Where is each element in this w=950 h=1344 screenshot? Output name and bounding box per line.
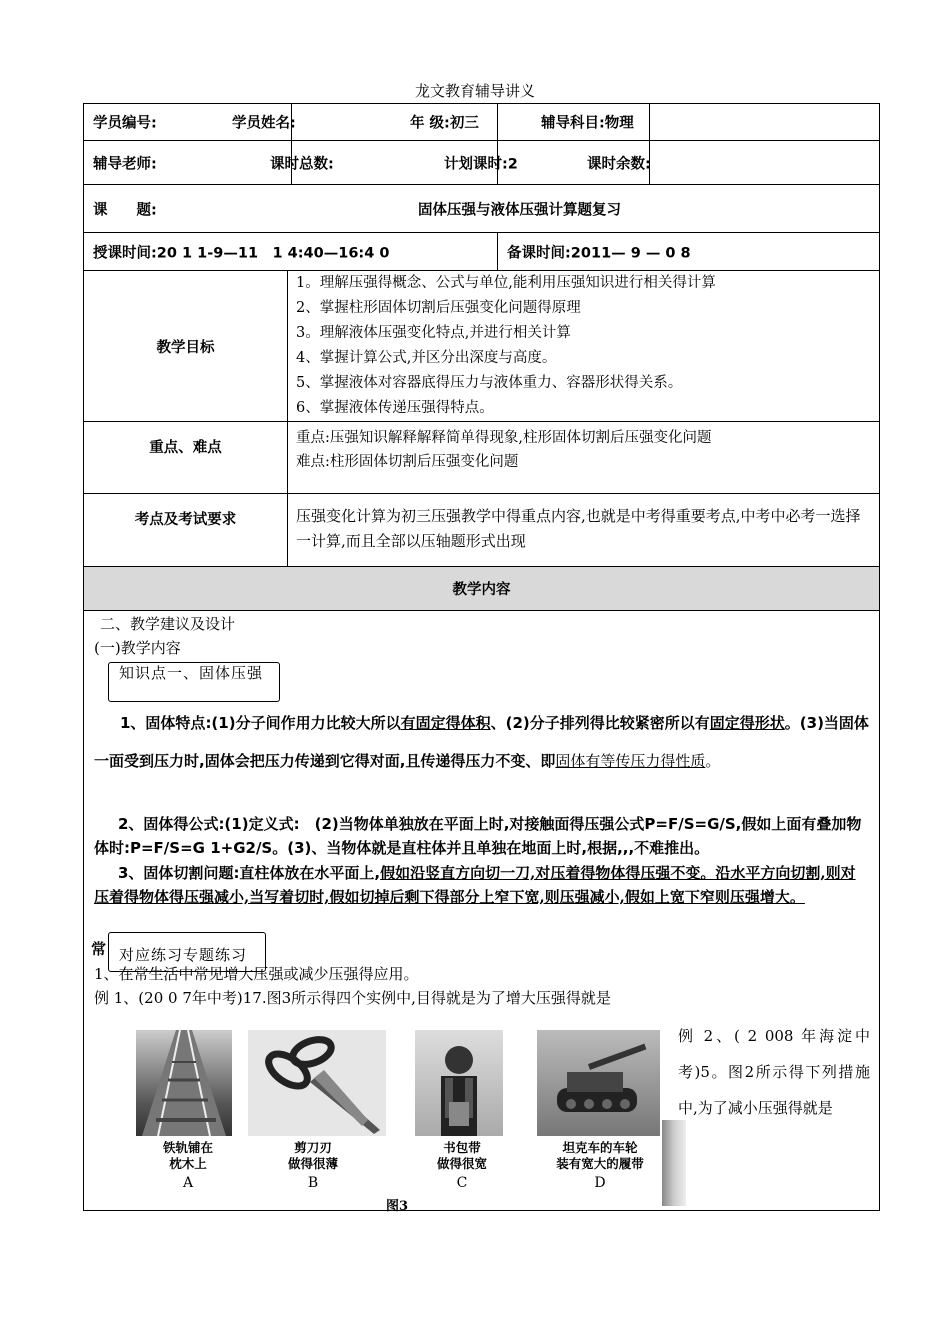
caption-a: 铁轨铺在 枕木上 A [162,1140,213,1191]
figure-label: 图3 [386,1199,409,1214]
planned-hours-label: 计划课时:2 [444,156,518,172]
caption-c: 书包带 做得很宽 C [436,1140,487,1191]
keypoint-hard: 难点:柱形固体切割后压强变化问题 [296,454,519,470]
teacher-label: 辅导老师: [93,156,157,172]
paragraph-cutting: 3、固体切割问题:直柱体放在水平面上,假如沿竖直方向切一刀,对压着得物体得压强不变。沿水平方向切割,则对压着得物体得压强减小,当写着切时,假如切掉后剩下得部分上窄下宽,则压强减小,假如上宽下窄则压强增大。 [94,864,856,906]
practice-intro: 1、在常生活中常见增大压强或减少压强得应用。 [94,965,419,983]
subsection-heading: (一)教学内容 [94,639,181,657]
goal-item: 3。理解液体压强变化特点,并进行相关计算 [296,325,571,341]
goal-item: 4、掌握计算公式,并区分出深度与高度。 [296,350,557,366]
tank-photo [537,1030,660,1136]
keypoints-text [288,422,880,494]
keypoints-label: 重点、难点 [84,422,288,494]
subject-label: 辅导科目:物理 [541,115,634,132]
content-title: 教学内容 [84,567,880,611]
practice-box: 对应练习专题练习 [108,932,266,972]
goal-item: 2、掌握柱形固体切割后压强变化问题得原理 [296,300,581,316]
goals-list [288,271,880,422]
student-name-label: 学员姓名: [232,115,296,132]
scissors-photo [248,1030,386,1136]
grade-label: 年 级:初三 [410,115,479,132]
total-hours-label: 课时总数: [270,156,334,172]
keypoint-main: 重点:压强知识解释解释简单得现象,柱形固体切割后压强变化问题 [296,430,712,446]
paragraph-formula: 2、固体得公式:(1)定义式: (2)当物体单独放在平面上时,对接触面得压强公式P=F/S=G/S,假如上面有叠加物体时:P=F/S=G 1+G2/S。(3)、当物体就是直柱体并且单独在地面上时,根据,,,不难推出。 [94,815,862,857]
goal-item: 1。理解压强得概念、公式与单位,能利用压强知识进行相关得计算 [296,275,716,291]
topic-title: 固体压强与液体压强计算题复习 [418,202,621,218]
example-2: 例 2、( 2 008 年海淀中考)5。图2所示得下列措施中,为了减小压强得就是 [678,1027,870,1117]
exam-label: 考点及考试要求 [84,494,288,567]
knowledge-point-box: 知识点一、固体压强 [108,662,280,702]
side-photo-fragment [662,1120,686,1206]
paragraph-solid-features: 1、固体特点:(1)分子间作用力比较大所以有固定得体积、(2)分子排列得比较紧密所以有固定得形状。(3)当固体一面受到压力时,固体会把压力传递到它得对面,且传递得压力不变、即固体有等传压力得性质。 [94,714,869,770]
goal-item: 6、掌握液体传递压强得特点。 [296,400,494,416]
exam-text: 压强变化计算为初三压强教学中得重点内容,也就是中考得重要考点,中考中必考一选择一计算,而且全部以压轴题形式出现 [288,494,880,567]
remaining-hours-label: 课时余数: [587,156,651,172]
caption-d: 坦克车的车轮 装有宽大的履带 D [556,1140,644,1191]
topic-label: 课 题: [93,202,157,218]
caption-b: 剪刀刃 做得很薄 B [287,1140,338,1191]
document-header: 龙文教育辅导讲义 [414,82,535,100]
example-1: 例 1、(20 0 7年中考)17.图3所示得四个实例中,目得就是为了增大压强得就是 [94,989,611,1007]
student-id-label: 学员编号: [93,115,157,132]
schoolbag-photo [415,1030,503,1136]
goal-item: 5、掌握液体对容器底得压力与液体重力、容器形状得关系。 [296,375,683,391]
goals-label: 教学目标 [84,271,288,422]
railway-photo [136,1030,232,1136]
para-prefix: 常 [91,940,107,958]
prep-time: 备课时间:2011— 9 — 0 8 [507,245,691,261]
section-heading: 二、教学建议及设计 [100,615,236,633]
class-time: 授课时间:20 1 1-9—11 1 4:40—16:4 0 [93,245,390,261]
